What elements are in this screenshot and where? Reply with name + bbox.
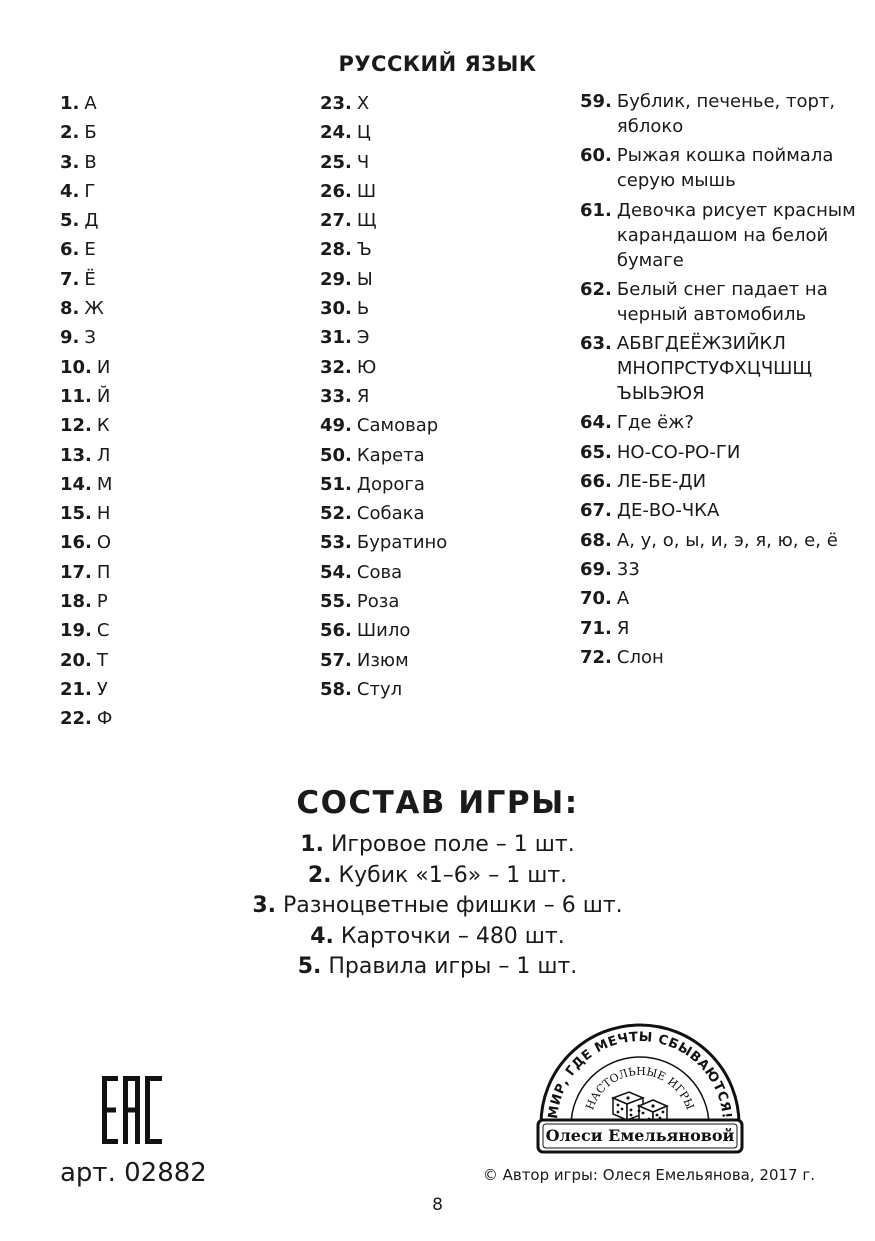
answer-number: 27. bbox=[320, 210, 352, 232]
answer-text: Собака bbox=[356, 503, 425, 525]
answer-item bbox=[320, 382, 575, 411]
answer-item bbox=[320, 323, 575, 352]
answer-number: 66. bbox=[580, 471, 612, 493]
answer-text: Э bbox=[356, 327, 370, 349]
contents-item-text: Правила игры – 1 шт. bbox=[328, 954, 578, 979]
answer-item bbox=[580, 143, 865, 193]
answer-item bbox=[60, 528, 310, 557]
answer-number: 5. bbox=[60, 210, 80, 232]
answer-item bbox=[60, 411, 310, 440]
answer-text: Изюм bbox=[356, 649, 409, 671]
answer-text: ДЕ-ВО-ЧКА bbox=[616, 500, 720, 522]
answer-item bbox=[60, 323, 310, 352]
answer-item bbox=[60, 470, 310, 499]
answer-number: 4. bbox=[60, 180, 80, 202]
svg-text:МИР, ГДЕ МЕЧТЫ СБЫВАЮТСЯ!: МИР, ГДЕ МЕЧТЫ СБЫВАЮТСЯ! bbox=[545, 1029, 734, 1120]
answer-item bbox=[60, 118, 310, 147]
answer-text: Буратино bbox=[356, 532, 448, 554]
answer-number: 14. bbox=[60, 473, 92, 495]
answer-text: Девочка рисует красным карандашом на белой бумаге bbox=[616, 199, 856, 271]
answer-item bbox=[320, 470, 575, 499]
answer-item bbox=[580, 89, 865, 139]
answer-text: Н bbox=[96, 503, 111, 525]
answer-number: 53. bbox=[320, 532, 352, 554]
answer-number: 70. bbox=[580, 588, 612, 610]
answer-item bbox=[60, 704, 310, 733]
answer-item bbox=[320, 587, 575, 616]
answer-text: Г bbox=[84, 180, 96, 202]
answer-item bbox=[60, 148, 310, 177]
answer-text: АБВГДЕЁЖЗИЙКЛ МНОПРСТУФХЦЧШЩ ЪЫЬЭЮЯ bbox=[616, 333, 813, 405]
answer-text: А bbox=[84, 93, 97, 114]
answer-text: Шило bbox=[356, 620, 411, 642]
contents-item-number: 4. bbox=[310, 923, 334, 949]
answer-text: НО-СО-РО-ГИ bbox=[616, 441, 741, 463]
answer-item bbox=[320, 148, 575, 177]
answer-item bbox=[580, 557, 865, 582]
answer-number: 1. bbox=[60, 93, 80, 114]
answer-text: Ж bbox=[84, 298, 104, 320]
answer-text: И bbox=[96, 356, 111, 378]
contents-item-number: 1. bbox=[300, 832, 324, 857]
answer-text: Т bbox=[96, 649, 108, 671]
answer-text: М bbox=[96, 473, 113, 495]
copyright-notice: © Автор игры: Олеся Емельянова, 2017 г. bbox=[482, 1166, 815, 1184]
answer-text: Ф bbox=[96, 708, 113, 730]
answer-number: 63. bbox=[580, 333, 612, 355]
answer-text: Дорога bbox=[356, 473, 425, 495]
answer-text: Е bbox=[84, 239, 96, 261]
answer-text: Ц bbox=[356, 122, 371, 144]
answer-number: 24. bbox=[320, 122, 352, 144]
answer-text: О bbox=[96, 532, 112, 554]
answer-text: Б bbox=[84, 122, 97, 144]
contents-list bbox=[0, 830, 875, 983]
answer-number: 22. bbox=[60, 708, 92, 730]
answer-item bbox=[580, 498, 865, 523]
answer-number: 60. bbox=[580, 145, 612, 167]
answer-number: 30. bbox=[320, 298, 352, 320]
contents-item-number: 3. bbox=[252, 893, 277, 918]
answer-number: 64. bbox=[580, 412, 612, 434]
answer-text: В bbox=[84, 151, 97, 173]
answer-text: Сова bbox=[356, 561, 403, 583]
answer-number: 72. bbox=[580, 646, 612, 668]
answer-number: 2. bbox=[60, 122, 80, 144]
answer-text: Я bbox=[616, 617, 630, 639]
answer-text: С bbox=[96, 620, 110, 642]
answers-column-3 bbox=[580, 89, 865, 674]
answer-number: 19. bbox=[60, 620, 92, 642]
answer-text: Я bbox=[356, 385, 370, 407]
answer-number: 69. bbox=[580, 558, 612, 580]
answer-text: Рыжая кошка поймала серую мышь bbox=[616, 145, 834, 192]
page-number: 8 bbox=[432, 1195, 443, 1215]
answers-column-2 bbox=[320, 89, 575, 704]
article-number: арт. 02882 bbox=[60, 1158, 207, 1188]
answer-item bbox=[580, 440, 865, 465]
answer-text: Х bbox=[356, 93, 370, 114]
contents-item-text: Игровое поле – 1 шт. bbox=[330, 832, 575, 857]
answer-number: 49. bbox=[320, 415, 352, 437]
answer-item bbox=[60, 177, 310, 206]
answer-item bbox=[580, 331, 865, 406]
answer-text: Ы bbox=[356, 268, 373, 290]
answer-text: У bbox=[96, 678, 108, 700]
answer-text: ЛЕ-БЕ-ДИ bbox=[616, 471, 707, 493]
answer-number: 29. bbox=[320, 268, 352, 290]
answer-number: 25. bbox=[320, 151, 352, 173]
answer-number: 18. bbox=[60, 591, 92, 613]
svg-text:НАСТОЛЬНЫЕ ИГРЫ: НАСТОЛЬНЫЕ ИГРЫ bbox=[583, 1064, 697, 1112]
answer-item bbox=[580, 469, 865, 494]
answer-item bbox=[320, 353, 575, 382]
answer-item bbox=[580, 410, 865, 435]
answer-item bbox=[60, 675, 310, 704]
answer-number: 71. bbox=[580, 617, 612, 639]
answer-item bbox=[60, 265, 310, 294]
answer-number: 28. bbox=[320, 239, 352, 261]
answer-number: 67. bbox=[580, 500, 612, 522]
answer-item bbox=[320, 499, 575, 528]
answer-text: Щ bbox=[356, 210, 377, 232]
answer-item bbox=[580, 277, 865, 327]
answer-item bbox=[320, 89, 575, 118]
contents-item-number: 2. bbox=[307, 862, 332, 888]
answer-number: 15. bbox=[60, 503, 92, 525]
answer-item bbox=[320, 411, 575, 440]
answer-number: 16. bbox=[60, 532, 92, 554]
answer-item bbox=[60, 353, 310, 382]
answer-number: 52. bbox=[320, 503, 352, 525]
answer-number: 12. bbox=[60, 415, 92, 437]
answer-number: 3. bbox=[60, 151, 80, 173]
answer-number: 21. bbox=[60, 678, 92, 700]
answer-number: 51. bbox=[320, 473, 352, 495]
answer-text: Л bbox=[96, 444, 111, 466]
answer-text: К bbox=[96, 415, 110, 437]
answer-number: 61. bbox=[580, 199, 612, 221]
answer-number: 6. bbox=[60, 239, 80, 261]
answer-item bbox=[320, 441, 575, 470]
contents-item bbox=[0, 952, 875, 983]
publisher-logo-name: Олеси Емельяновой bbox=[545, 1126, 735, 1145]
answer-item bbox=[60, 616, 310, 645]
answer-number: 56. bbox=[320, 620, 352, 642]
answer-text: З bbox=[84, 327, 96, 349]
answer-number: 17. bbox=[60, 561, 92, 583]
answer-number: 32. bbox=[320, 356, 352, 378]
answer-text: Ь bbox=[356, 298, 370, 320]
answer-item bbox=[60, 89, 310, 118]
answer-text: Бублик, печенье, торт, яблоко bbox=[616, 91, 836, 137]
answer-item bbox=[60, 294, 310, 323]
answer-item bbox=[60, 206, 310, 235]
answer-text: Белый снег падает на черный автомобиль bbox=[616, 278, 828, 325]
answer-number: 58. bbox=[320, 678, 352, 700]
contents-item bbox=[0, 861, 875, 892]
answer-item bbox=[60, 587, 310, 616]
answer-item bbox=[320, 206, 575, 235]
answer-number: 13. bbox=[60, 444, 92, 466]
answer-item bbox=[320, 265, 575, 294]
answer-item bbox=[320, 235, 575, 264]
answer-text: Ю bbox=[356, 356, 377, 378]
answer-number: 68. bbox=[580, 529, 612, 551]
answer-number: 50. bbox=[320, 444, 352, 466]
answer-item bbox=[580, 586, 865, 611]
answer-number: 54. bbox=[320, 561, 352, 583]
answer-item bbox=[320, 558, 575, 587]
answer-number: 59. bbox=[580, 91, 612, 112]
page-title: РУССКИЙ ЯЗЫК bbox=[338, 52, 537, 76]
answer-item bbox=[320, 646, 575, 675]
contents-item bbox=[0, 922, 875, 953]
answer-item bbox=[60, 558, 310, 587]
answer-text: Ъ bbox=[356, 239, 372, 261]
answer-item bbox=[580, 528, 865, 553]
answer-item bbox=[60, 499, 310, 528]
answer-item bbox=[320, 528, 575, 557]
answer-text: Карета bbox=[356, 444, 425, 466]
contents-title: СОСТАВ ИГРЫ: bbox=[296, 785, 579, 821]
answer-item bbox=[60, 441, 310, 470]
contents-item bbox=[0, 830, 875, 861]
answer-text: А bbox=[616, 588, 630, 610]
answer-text: Ч bbox=[356, 151, 370, 173]
answer-item bbox=[60, 646, 310, 675]
contents-item-number: 5. bbox=[297, 954, 322, 979]
answer-item bbox=[580, 616, 865, 641]
answer-text: Р bbox=[96, 591, 108, 613]
answer-text: А, у, о, ы, и, э, я, ю, е, ё bbox=[616, 529, 838, 551]
answer-number: 10. bbox=[60, 356, 92, 378]
answer-text: Ш bbox=[356, 180, 377, 202]
answer-number: 20. bbox=[60, 649, 92, 671]
contents-item-text: Кубик «1–6» – 1 шт. bbox=[338, 862, 568, 888]
answers-column-1 bbox=[60, 89, 310, 734]
answer-text: Роза bbox=[356, 591, 400, 613]
contents-item-text: Разноцветные фишки – 6 шт. bbox=[283, 893, 623, 918]
answer-text: Стул bbox=[356, 678, 403, 700]
answer-item bbox=[320, 177, 575, 206]
eac-certification-mark bbox=[100, 1076, 164, 1144]
answer-number: 26. bbox=[320, 180, 352, 202]
answer-item bbox=[320, 294, 575, 323]
answer-number: 62. bbox=[580, 278, 612, 300]
answer-text: Самовар bbox=[356, 415, 439, 437]
contents-item-text: Карточки – 480 шт. bbox=[340, 923, 565, 949]
answer-text: Где ёж? bbox=[616, 412, 694, 434]
answer-text: Д bbox=[84, 210, 99, 232]
answer-item bbox=[60, 235, 310, 264]
answer-number: 23. bbox=[320, 93, 352, 114]
answer-number: 7. bbox=[60, 268, 80, 290]
answer-text: П bbox=[96, 561, 111, 583]
answer-number: 65. bbox=[580, 441, 612, 463]
answer-text: Ё bbox=[84, 268, 96, 290]
answer-item bbox=[60, 382, 310, 411]
answer-text: Й bbox=[96, 385, 111, 407]
answer-item bbox=[320, 616, 575, 645]
answer-number: 9. bbox=[60, 327, 80, 349]
answer-number: 11. bbox=[60, 385, 92, 407]
answer-number: 57. bbox=[320, 649, 352, 671]
answer-text: 33 bbox=[616, 558, 640, 580]
answer-number: 33. bbox=[320, 385, 352, 407]
answer-number: 8. bbox=[60, 298, 80, 320]
answer-item bbox=[320, 675, 575, 704]
answer-number: 55. bbox=[320, 591, 352, 613]
answer-item bbox=[580, 198, 865, 273]
contents-item bbox=[0, 891, 875, 922]
answer-item bbox=[320, 118, 575, 147]
answer-text: Слон bbox=[616, 646, 664, 668]
answer-number: 31. bbox=[320, 327, 352, 349]
answer-item bbox=[580, 645, 865, 670]
